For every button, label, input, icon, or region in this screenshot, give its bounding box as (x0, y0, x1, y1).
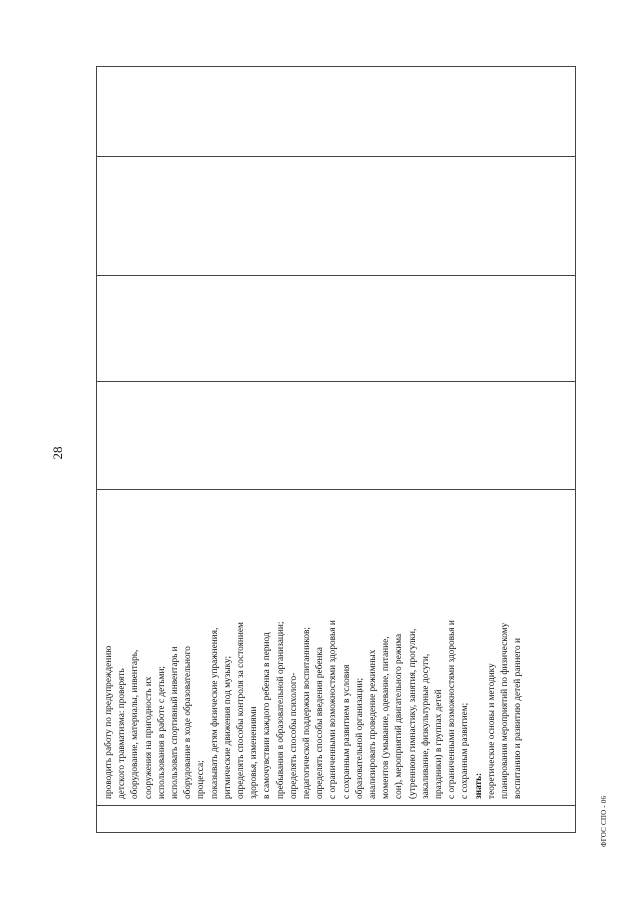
text-line: праздники) в группах детей (434, 688, 445, 799)
text-line: (утреннюю гимнастику, занятия, прогулки, (407, 628, 418, 799)
text-line: сон), мероприятий двигательного режима (394, 633, 405, 799)
text-line: процесса; (196, 759, 207, 799)
text-line: оборудование в ходе образовательного (183, 645, 194, 799)
text-line: проводить работу по предупреждению (104, 645, 114, 799)
text-line: анализировать проведение режимных (368, 649, 379, 799)
text-line: с ограниченными возможностями здоровья и (328, 619, 339, 799)
text-line: здоровья, изменениями (249, 706, 260, 799)
text-line: воспитанию и развитию детей раннего и (513, 637, 524, 799)
text-line: определять способы контроля за состоянием (236, 621, 247, 799)
text-line: оборудование, материалы, инвентарь, (130, 649, 141, 799)
text-line: планирования мероприятий по физическому (500, 622, 511, 799)
text-line: определять способы психолого- (288, 672, 299, 799)
standard-table (96, 66, 576, 833)
text-line: использования в работе с детьми; (156, 665, 167, 799)
text-line: теоретические основы и методику (486, 662, 497, 799)
text-line: определять способы введения ребенка (315, 646, 326, 799)
table-cell-empty-1 (97, 381, 576, 489)
footer-code: ФГОС СПО - 06 (600, 795, 608, 847)
text-line: с сохранным развитием; (460, 702, 471, 799)
table-cell-empty-3 (97, 156, 576, 275)
text-line: знать: (473, 772, 484, 799)
rotated-page-content (40, 43, 608, 863)
table-cell-empty-2 (97, 275, 576, 381)
page-number: 28 (50, 446, 65, 459)
text-line: с сохранным развитием в условия (341, 664, 352, 799)
skills-text (97, 490, 526, 805)
text-line: закаливание, физкультурные досуги, (420, 653, 431, 799)
text-line: пребывания в образовательной организации; (275, 621, 286, 799)
table-cell-index (97, 805, 576, 832)
text-line: детского травматизма: проверять (117, 667, 128, 799)
text-line: в самочувствии каждого ребенка в период (262, 631, 273, 799)
text-line: педагогической поддержки воспитанников; (302, 626, 313, 799)
text-line: моментов (умывание, одевание, питание, (381, 635, 392, 799)
table-cell-skills (97, 489, 576, 805)
text-line: показывать детям физические упражнения, (209, 627, 220, 799)
text-line: с ограниченными возможностями здоровья и (447, 619, 458, 799)
text-line: сооружения на пригодность их (143, 676, 154, 799)
text-line: использовать спортивный инвентарь и (170, 645, 181, 799)
text-line: образовательной организации; (354, 677, 365, 799)
text-line: ритмические движения под музыку; (222, 655, 233, 799)
table-cell-empty-4 (97, 66, 576, 156)
table-row (97, 66, 576, 832)
